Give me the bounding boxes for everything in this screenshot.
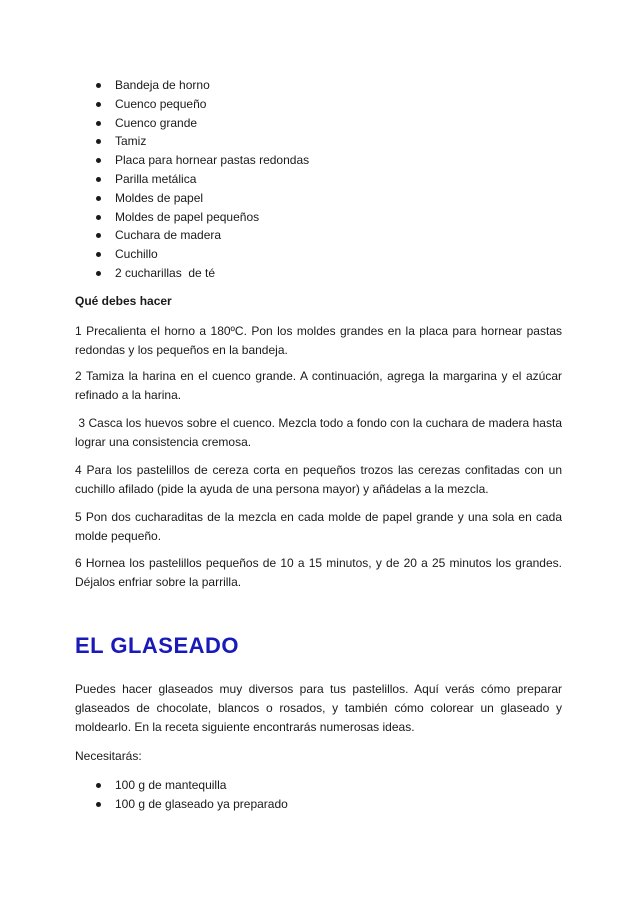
- step-paragraph: 3 Casca los huevos sobre el cuenco. Mezcla todo a fondo con la cuchara de madera hasta lograr una consistencia cremosa.: [75, 416, 566, 449]
- list-item: [93, 795, 288, 814]
- bullet-icon: [96, 802, 101, 807]
- list-item-text: Cuchara de madera: [115, 228, 222, 243]
- list-item-text: Moldes de papel pequeños: [115, 209, 260, 224]
- bullet-icon: [96, 252, 101, 257]
- bullet-icon: [96, 196, 101, 201]
- list-item: [93, 189, 309, 208]
- section-title: EL GLASEADO: [75, 633, 240, 658]
- list-item: [93, 151, 309, 170]
- bullet-icon: [96, 158, 101, 163]
- needs-label: Necesitarás:: [75, 749, 142, 763]
- list-item: [93, 76, 309, 95]
- list-item-text: 100 g de glaseado ya preparado: [115, 796, 288, 811]
- bullet-icon: [96, 139, 101, 144]
- list-item-text: Cuenco grande: [115, 115, 198, 130]
- list-item-text: Tamiz: [115, 134, 147, 149]
- list-item: [93, 170, 309, 189]
- list-item: [93, 132, 309, 151]
- list-item-text: Cuchillo: [115, 247, 158, 262]
- bullet-icon: [96, 121, 101, 126]
- bullet-icon: [96, 83, 101, 88]
- list-item-text: Bandeja de horno: [115, 78, 210, 92]
- step-paragraph: 6 Hornea los pastelillos pequeños de 10 a 15 minutos, y de 20 a 25 minutos los grandes. Déjalos enfriar sobre la parrilla.: [75, 556, 562, 589]
- list-item: [93, 245, 309, 264]
- list-item: [93, 226, 309, 245]
- step-paragraph: 5 Pon dos cucharaditas de la mezcla en cada molde de papel grande y una sola en cada molde pequeño.: [75, 510, 562, 543]
- bullet-icon: [96, 215, 101, 220]
- step-paragraph: 1 Precalienta el horno a 180ºC. Pon los moldes grandes en la placa para hornear pastas redondas y los pequeños en la bandeja.: [75, 324, 562, 357]
- bullet-icon: [96, 783, 101, 788]
- steps-heading: Qué debes hacer: [75, 294, 172, 308]
- list-item: [93, 776, 288, 795]
- list-item-text: Cuenco pequeño: [115, 96, 207, 111]
- list-item-text: 100 g de mantequilla: [115, 778, 227, 792]
- list-item: [93, 208, 309, 227]
- bullet-icon: [96, 271, 101, 276]
- list-item: [93, 95, 309, 114]
- list-item: [93, 114, 309, 133]
- ingredients-list: [93, 776, 288, 814]
- tools-list: [93, 76, 309, 283]
- step-paragraph: 2 Tamiza la harina en el cuenco grande. A continuación, agrega la margarina y el azúcar refinado a la harina.: [75, 369, 562, 402]
- list-item-text: Moldes de papel: [115, 190, 204, 205]
- bullet-icon: [96, 233, 101, 238]
- list-item-text: Placa para hornear pastas redondas: [115, 153, 310, 168]
- list-item: [93, 264, 309, 283]
- bullet-icon: [96, 102, 101, 107]
- list-item-text: 2 cucharillas de té: [115, 265, 216, 280]
- section-intro: Puedes hacer glaseados muy diversos para tus pastelillos. Aquí verás cómo preparar glaseados de chocolate, blancos o rosados, y también cómo colorear un glaseado y moldearlo. En la receta siguiente encontrarás numerosas ideas.: [75, 682, 562, 734]
- list-item-text: Parilla metálica: [115, 171, 197, 186]
- bullet-icon: [96, 177, 101, 182]
- step-paragraph: 4 Para los pastelillos de cereza corta en pequeños trozos las cerezas confitadas con un cuchillo afilado (pide la ayuda de una persona mayor) y añádelas a la mezcla.: [75, 463, 562, 496]
